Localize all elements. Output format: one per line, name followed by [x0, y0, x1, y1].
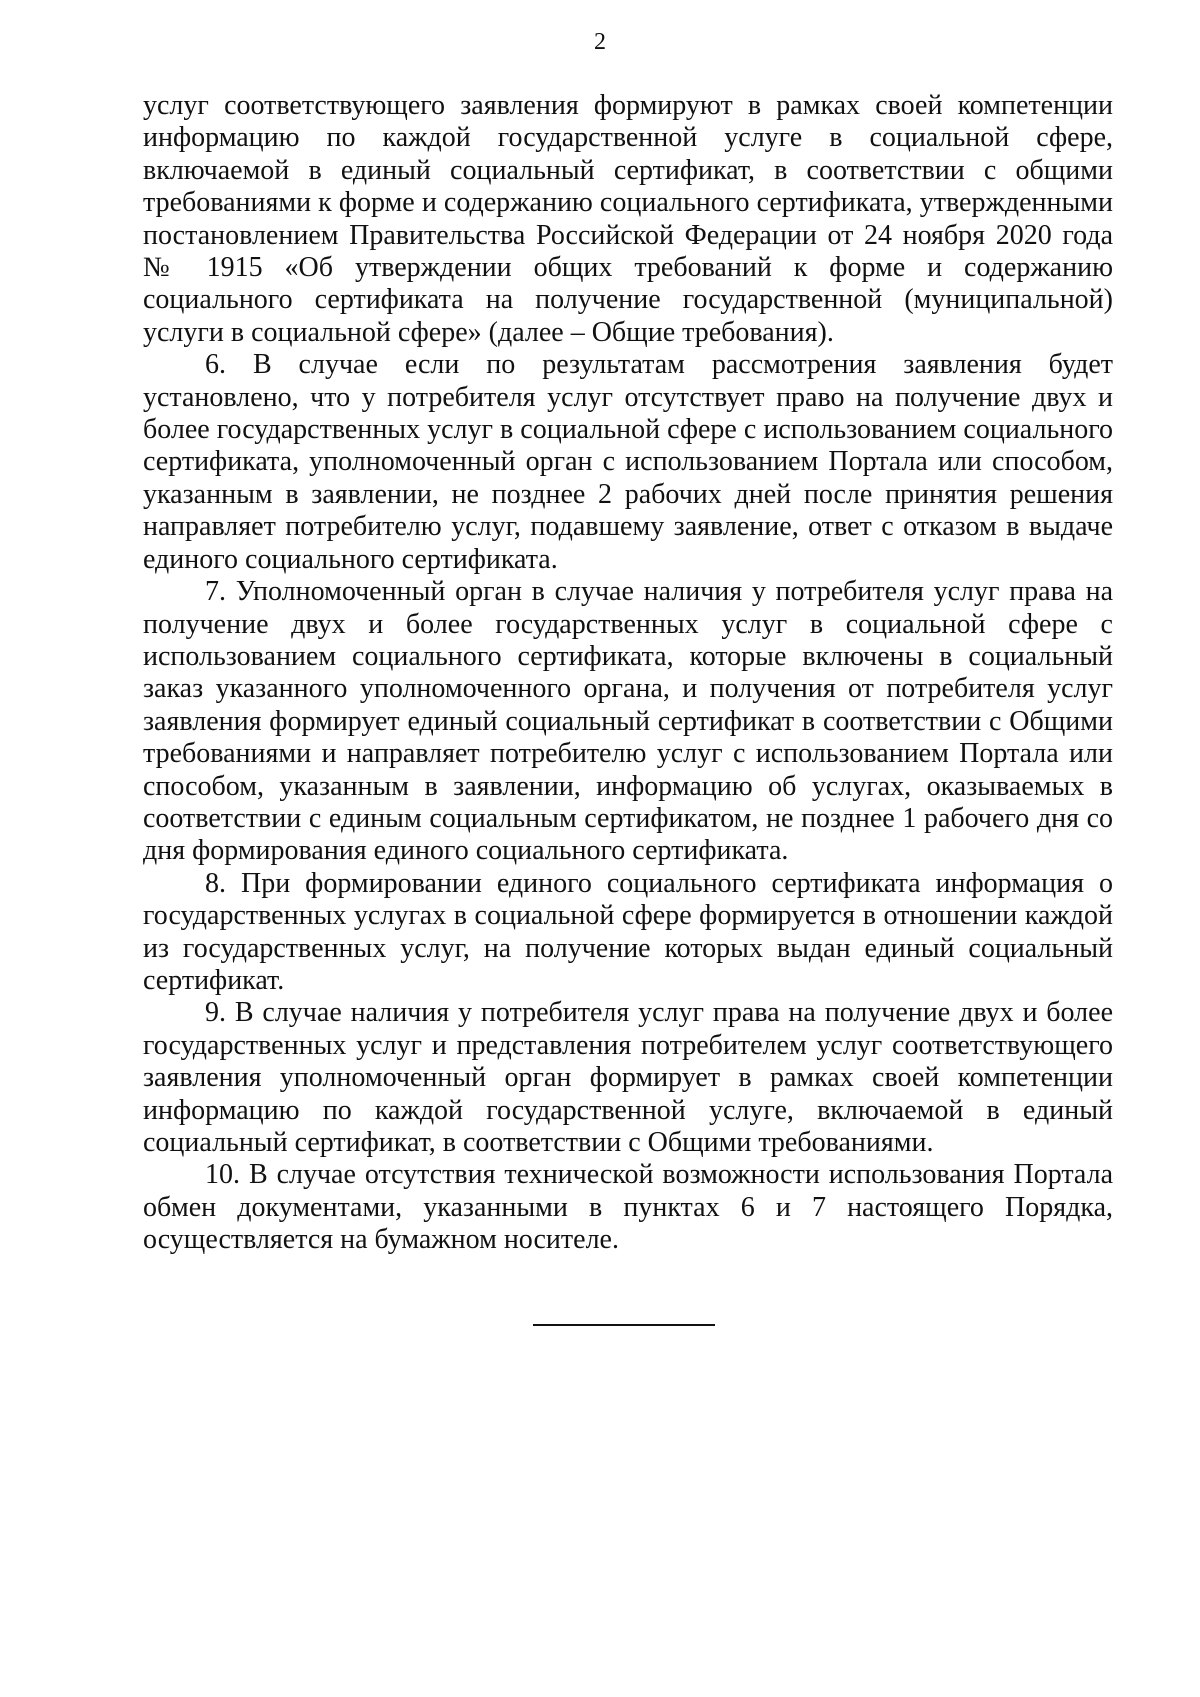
paragraph-item-8: 8. При формировании единого социального сертификата информация о государственных услугах в социальной сфере формируется в отношении каждой из государственных услуг, на получение которых выдан единый социальный сертификат. — [143, 867, 1113, 996]
page-number: 2 — [594, 29, 606, 55]
end-of-document-rule — [533, 1324, 715, 1326]
paragraph-item-9: 9. В случае наличия у потребителя услуг права на получение двух и более государственных услуг и представления потребителем услуг соответствующего заявления уполномоченный орган формирует в рамках своей компетенции информацию по каждой государственной услуге, включаемой в единый социальный сертификат, в соответствии с Общими требованиями. — [143, 997, 1113, 1158]
document-body — [143, 90, 1113, 1257]
paragraph-item-10: 10. В случае отсутствия технической возможности использования Портала обмен документами, указанными в пунктах 6 и 7 настоящего Порядка, осуществляется на бумажном носителе. — [143, 1159, 1113, 1256]
paragraph-item-7: 7. Уполномоченный орган в случае наличия у потребителя услуг права на получение двух и более государственных услуг в социальной сфере с использованием социального сертификата, которые включены в социальный заказ указанного уполномоченного органа, и получения от потребителя услуг заявления формирует единый социальный сертификат в соответствии с Общими требованиями и направляет потребителю услуг с использованием Портала или способом, указанным в заявлении, информацию об услугах, оказываемых в соответствии с единым социальным сертификатом, не позднее 1 рабочего дня со дня формирования единого социального сертификата. — [143, 576, 1113, 867]
paragraph-continuation: услуг соответствующего заявления формируют в рамках своей компетенции информацию по каждой государственной услуге в социальной сфере, включаемой в единый социальный сертификат, в соответствии с общими требованиями к форме и содержанию социального сертификата, утвержденными постановлением Правительства Российской Федерации от 24 ноября 2020 года № 1915 «Об утверждении общих требований к форме и содержанию социального сертификата на получение государственной (муниципальной) услуги в социальной сфере» (далее – Общие требования). — [143, 90, 1113, 348]
paragraph-item-6: 6. В случае если по результатам рассмотрения заявления будет установлено, что у потребителя услуг отсутствует право на получение двух и более государственных услуг в социальной сфере с использованием социального сертификата, уполномоченный орган с использованием Портала или способом, указанным в заявлении, не позднее 2 рабочих дней после принятия решения направляет потребителю услуг, подавшему заявление, ответ с отказом в выдаче единого социального сертификата. — [143, 349, 1113, 575]
